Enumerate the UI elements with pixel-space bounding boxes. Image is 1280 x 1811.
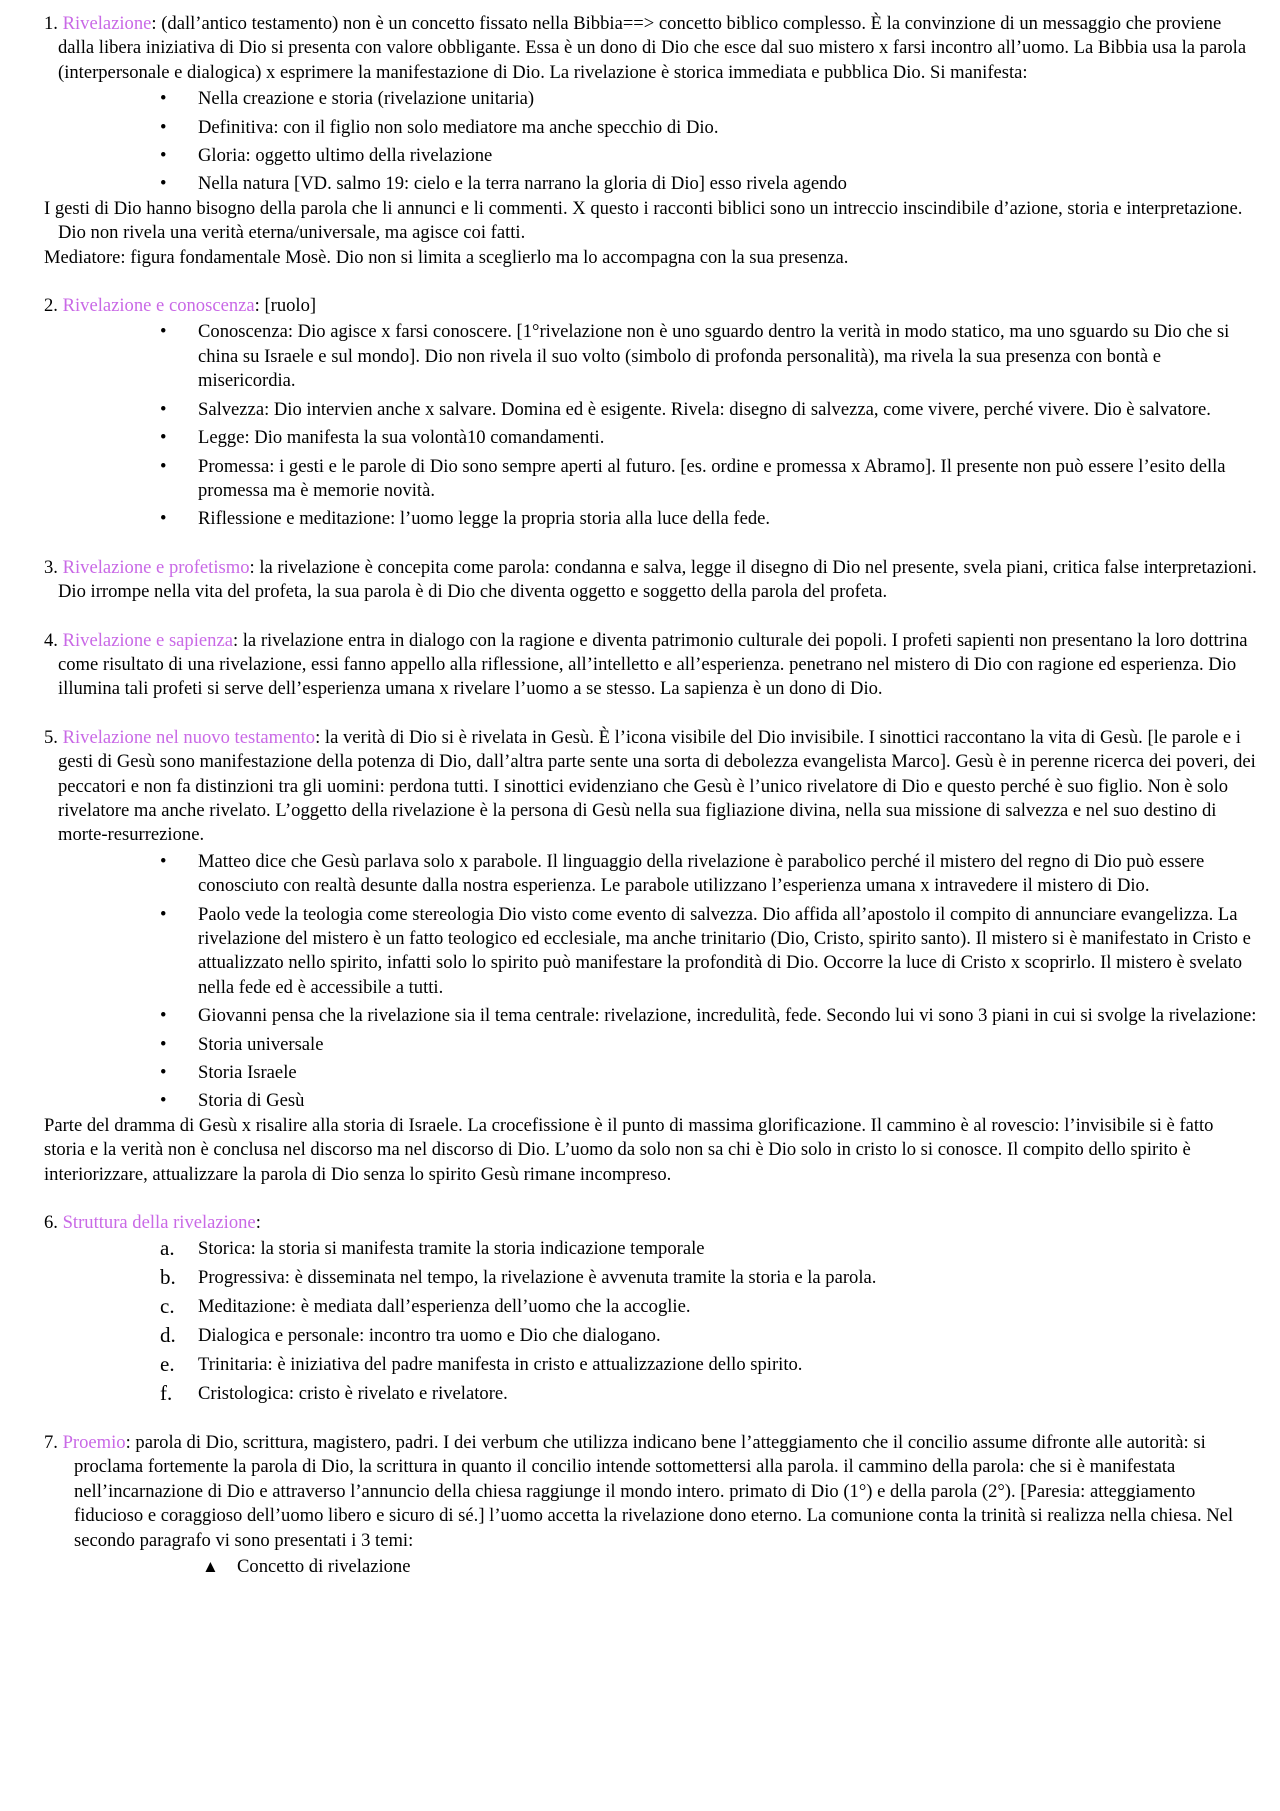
list-item: b. Progressiva: è disseminata nel tempo, la rivelazione è avvenuta tramite la storia e la parola. — [160, 1265, 877, 1290]
section-4-paragraph: 4. Rivelazione e sapienza: la rivelazione entra in dialogo con la ragione e diventa patrimonio culturale dei popoli. I profeti sapienti non presentano la loro dottrina come risultato di una rivelazione, essi fanno appello alla riflessione, all’intelletto e all’esperienza. penetrano nel mistero di Dio con ragione ed esperienza. Dio illumina tali profeti si serve dell’esperienza umana x rivelare l’uomo a se stesso. La sapienza è un dono di Dio. — [44, 629, 1248, 700]
section-7-heading: Proemio — [62, 1431, 126, 1453]
section-3-heading: Rivelazione e profetismo — [62, 556, 250, 578]
section-1-heading: Rivelazione — [62, 13, 152, 34]
section-6 — [44, 1211, 1258, 1407]
list-item: • Storia Israele — [44, 1061, 1258, 1085]
list-item: • Storia universale — [44, 1033, 1258, 1057]
section-5-after-paragraph: Parte del dramma di Gesù x risalire alla storia di Israele. La crocefissione è il punto di massima glorificazione. Il cammino è al rovescio: l’invisibile si è fatto storia e la verità non è conclusa nel discorso ma nel discorso di Dio. L’uomo da solo non sa chi è Dio solo in cristo lo si conosce. Il compito dello spirito è interiorizzare, attualizzare la parola di Dio senza lo spirito Gesù rimane incompreso. — [44, 1114, 1214, 1185]
list-item: a. Storica: la storia si manifesta tramite la storia indicazione temporale — [160, 1236, 705, 1261]
list-item: • Storia di Gesù — [44, 1089, 1258, 1113]
section-7-triangle-list — [44, 1555, 1258, 1579]
document-page — [44, 12, 1258, 1603]
section-2-paragraph: 2. Rivelazione e conoscenza: [ruolo] — [44, 295, 317, 317]
list-item: • Conoscenza: Dio agisce x farsi conoscere. [1°rivelazione non è uno sguardo dentro la verità in modo statico, ma uno sguardo su Dio che si china su Israele e sul mondo]. Dio non rivela il suo volto (simbolo di profonda personalità), ma rivela la sua presenza con bontà e misericordia. — [44, 320, 1258, 393]
list-item: d. Dialogica e personale: incontro tra uomo e Dio che dialogano. — [160, 1323, 661, 1348]
list-marker: e. — [160, 1352, 175, 1377]
list-marker: d. — [160, 1323, 176, 1348]
section-1-mediator-paragraph: Mediatore: figura fondamentale Mosè. Dio non si limita a sceglierlo ma lo accompagna con la sua presenza. — [44, 246, 849, 268]
section-5-paragraph: 5. Rivelazione nel nuovo testamento: la verità di Dio si è rivelata in Gesù. È l’icona visibile del Dio invisibile. I sinottici raccontano la vita di Gesù. [le parole e i gesti di Gesù sono manifestazione della potenza di Dio, dall’altra parte sente una sorta di debolezza evangelista Marco]. Gesù è in perenne ricerca dei poveri, dei peccatori e non fa distinzioni tra gli uomini: perdona tutti. I sinottici evidenziano che Gesù è l’unico rivelatore di Dio e questo perché è suo figlio. Non è solo rivelatore ma anche rivelato. L’oggetto della rivelazione è la persona di Gesù nella sua figliazione divina, nella sua missione di salvezza e nel suo destino di morte-resurrezione. — [44, 726, 1256, 846]
list-item: • Giovanni pensa che la rivelazione sia il tema centrale: rivelazione, incredulità, fede. Secondo lui vi sono 3 piani in cui si svolge la rivelazione: — [44, 1004, 1258, 1028]
section-5-bullets — [44, 850, 1258, 1114]
list-item: • Riflessione e meditazione: l’uomo legge la propria storia alla luce della fede. — [44, 507, 1258, 531]
list-item: • Nella natura [VD. salmo 19: cielo e la terra narrano la gloria di Dio] esso rivela agendo — [44, 172, 1258, 196]
list-marker: c. — [160, 1294, 175, 1319]
section-5-heading: Rivelazione nel nuovo testamento — [62, 726, 316, 748]
list-item: • Matteo dice che Gesù parlava solo x parabole. Il linguaggio della rivelazione è parabolico perché il mistero del regno di Dio può essere conosciuto con realtà desunte dalla nostra esperienza. Le parabole utilizzano l’esperienza umana x intravedere il mistero di Dio. — [44, 850, 1258, 899]
list-item: e. Trinitaria: è iniziativa del padre manifesta in cristo e attualizzazione dello spirito. — [160, 1352, 803, 1377]
section-1 — [44, 12, 1258, 270]
list-item: • Salvezza: Dio intervien anche x salvare. Domina ed è esigente. Rivela: disegno di salvezza, come vivere, perché vivere. Dio è salvatore. — [44, 398, 1258, 422]
list-item: • Definitiva: con il figlio non solo mediatore ma anche specchio di Dio. — [44, 116, 1258, 140]
list-item: • Nella creazione e storia (rivelazione unitaria) — [44, 87, 1258, 111]
section-1-after-paragraph: I gesti di Dio hanno bisogno della parola che li annunci e li commenti. X questo i racconti biblici sono un intreccio inscindibile d’azione, storia e interpretazione. Dio non rivela una verità eterna/universale, ma agisce coi fatti. — [44, 197, 1243, 244]
section-3 — [44, 556, 1258, 605]
section-4-heading: Rivelazione e sapienza — [62, 629, 233, 651]
section-1-bullets — [44, 87, 1258, 197]
section-6-paragraph: 6. Struttura della rivelazione: — [44, 1212, 261, 1234]
section-2 — [44, 294, 1258, 532]
list-item: c. Meditazione: è mediata dall’esperienza dell’uomo che la accoglie. — [160, 1294, 691, 1319]
list-marker: b. — [160, 1265, 176, 1290]
section-7 — [44, 1431, 1258, 1579]
list-item: • Promessa: i gesti e le parole di Dio sono sempre aperti al futuro. [es. ordine e promessa x Abramo]. Il presente non può essere l’esito della promessa ma è memorie novità. — [44, 455, 1258, 504]
section-2-bullets — [44, 320, 1258, 531]
section-6-lettered-list — [44, 1237, 1258, 1406]
section-2-heading: Rivelazione e conoscenza — [62, 295, 255, 317]
section-5 — [44, 726, 1258, 1187]
section-1-paragraph: 1. Rivelazione: (dall’antico testamento) non è un concetto fissato nella Bibbia==> concetto biblico complesso. È la convinzione di un messaggio che proviene dalla libera iniziativa di Dio si presenta con valore obbligante. Essa è un dono di Dio che esce dal suo mistero x farsi incontro all’uomo. La Bibbia usa la parola (interpersonale e dialogica) x esprimere la manifestazione di Dio. La rivelazione è storica immediata e pubblica Dio. Si manifesta: — [44, 13, 1247, 83]
list-marker: a. — [160, 1236, 175, 1261]
list-item: • Paolo vede la teologia come stereologia Dio visto come evento di salvezza. Dio affida all’apostolo il compito di annunciare evangelizza. La rivelazione del mistero è un fatto teologico ed ecclesiale, ma anche trinitario (Dio, Cristo, spirito santo). Il mistero si è manifestato in Cristo e attualizzato nello spirito, infatti solo lo spirito può manifestare la profondità di Dio. Occorre la luce di Cristo x scoprirlo. Il mistero è svelato nella fede ed è accessibile a tutti. — [44, 903, 1258, 1001]
section-6-heading: Struttura della rivelazione — [62, 1212, 256, 1234]
section-7-paragraph: 7. Proemio: parola di Dio, scrittura, magistero, padri. I dei verbum che utilizza indicano bene l’atteggiamento che il concilio assume difronte alle autorità: si proclama fortemente la parola di Dio, la scrittura in quanto il concilio intende sottomettersi alla parola. il cammino della parola: che si è manifestata nell’incarnazione di Dio e attraverso l’annuncio della chiesa raggiunge il mondo intero. primato di Dio (1°) e della parola (2°). [Paresia: atteggiamento fiducioso e coraggioso dell’uomo libero e sicuro di sé.] l’uomo accetta la rivelazione dono eterno. La comunione conta la trinità si realizza nella chiesa. Nel secondo paragrafo vi sono presentati i 3 temi: — [44, 1431, 1234, 1551]
list-item: • Gloria: oggetto ultimo della rivelazione — [44, 144, 1258, 168]
list-item: f. Cristologica: cristo è rivelato e rivelatore. — [160, 1381, 508, 1406]
section-3-paragraph: 3. Rivelazione e profetismo: la rivelazione è concepita come parola: condanna e salva, legge il disegno di Dio nel presente, svela piani, critica false interpretazioni. Dio irrompe nella vita del profeta, la sua parola è di Dio che diventa oggetto e soggetto della parola del profeta. — [44, 556, 1257, 603]
section-4 — [44, 629, 1258, 702]
list-item: • Legge: Dio manifesta la sua volontà10 comandamenti. — [44, 426, 1258, 450]
list-item: ▲ Concetto di rivelazione — [44, 1555, 1258, 1579]
list-marker: f. — [160, 1381, 173, 1406]
